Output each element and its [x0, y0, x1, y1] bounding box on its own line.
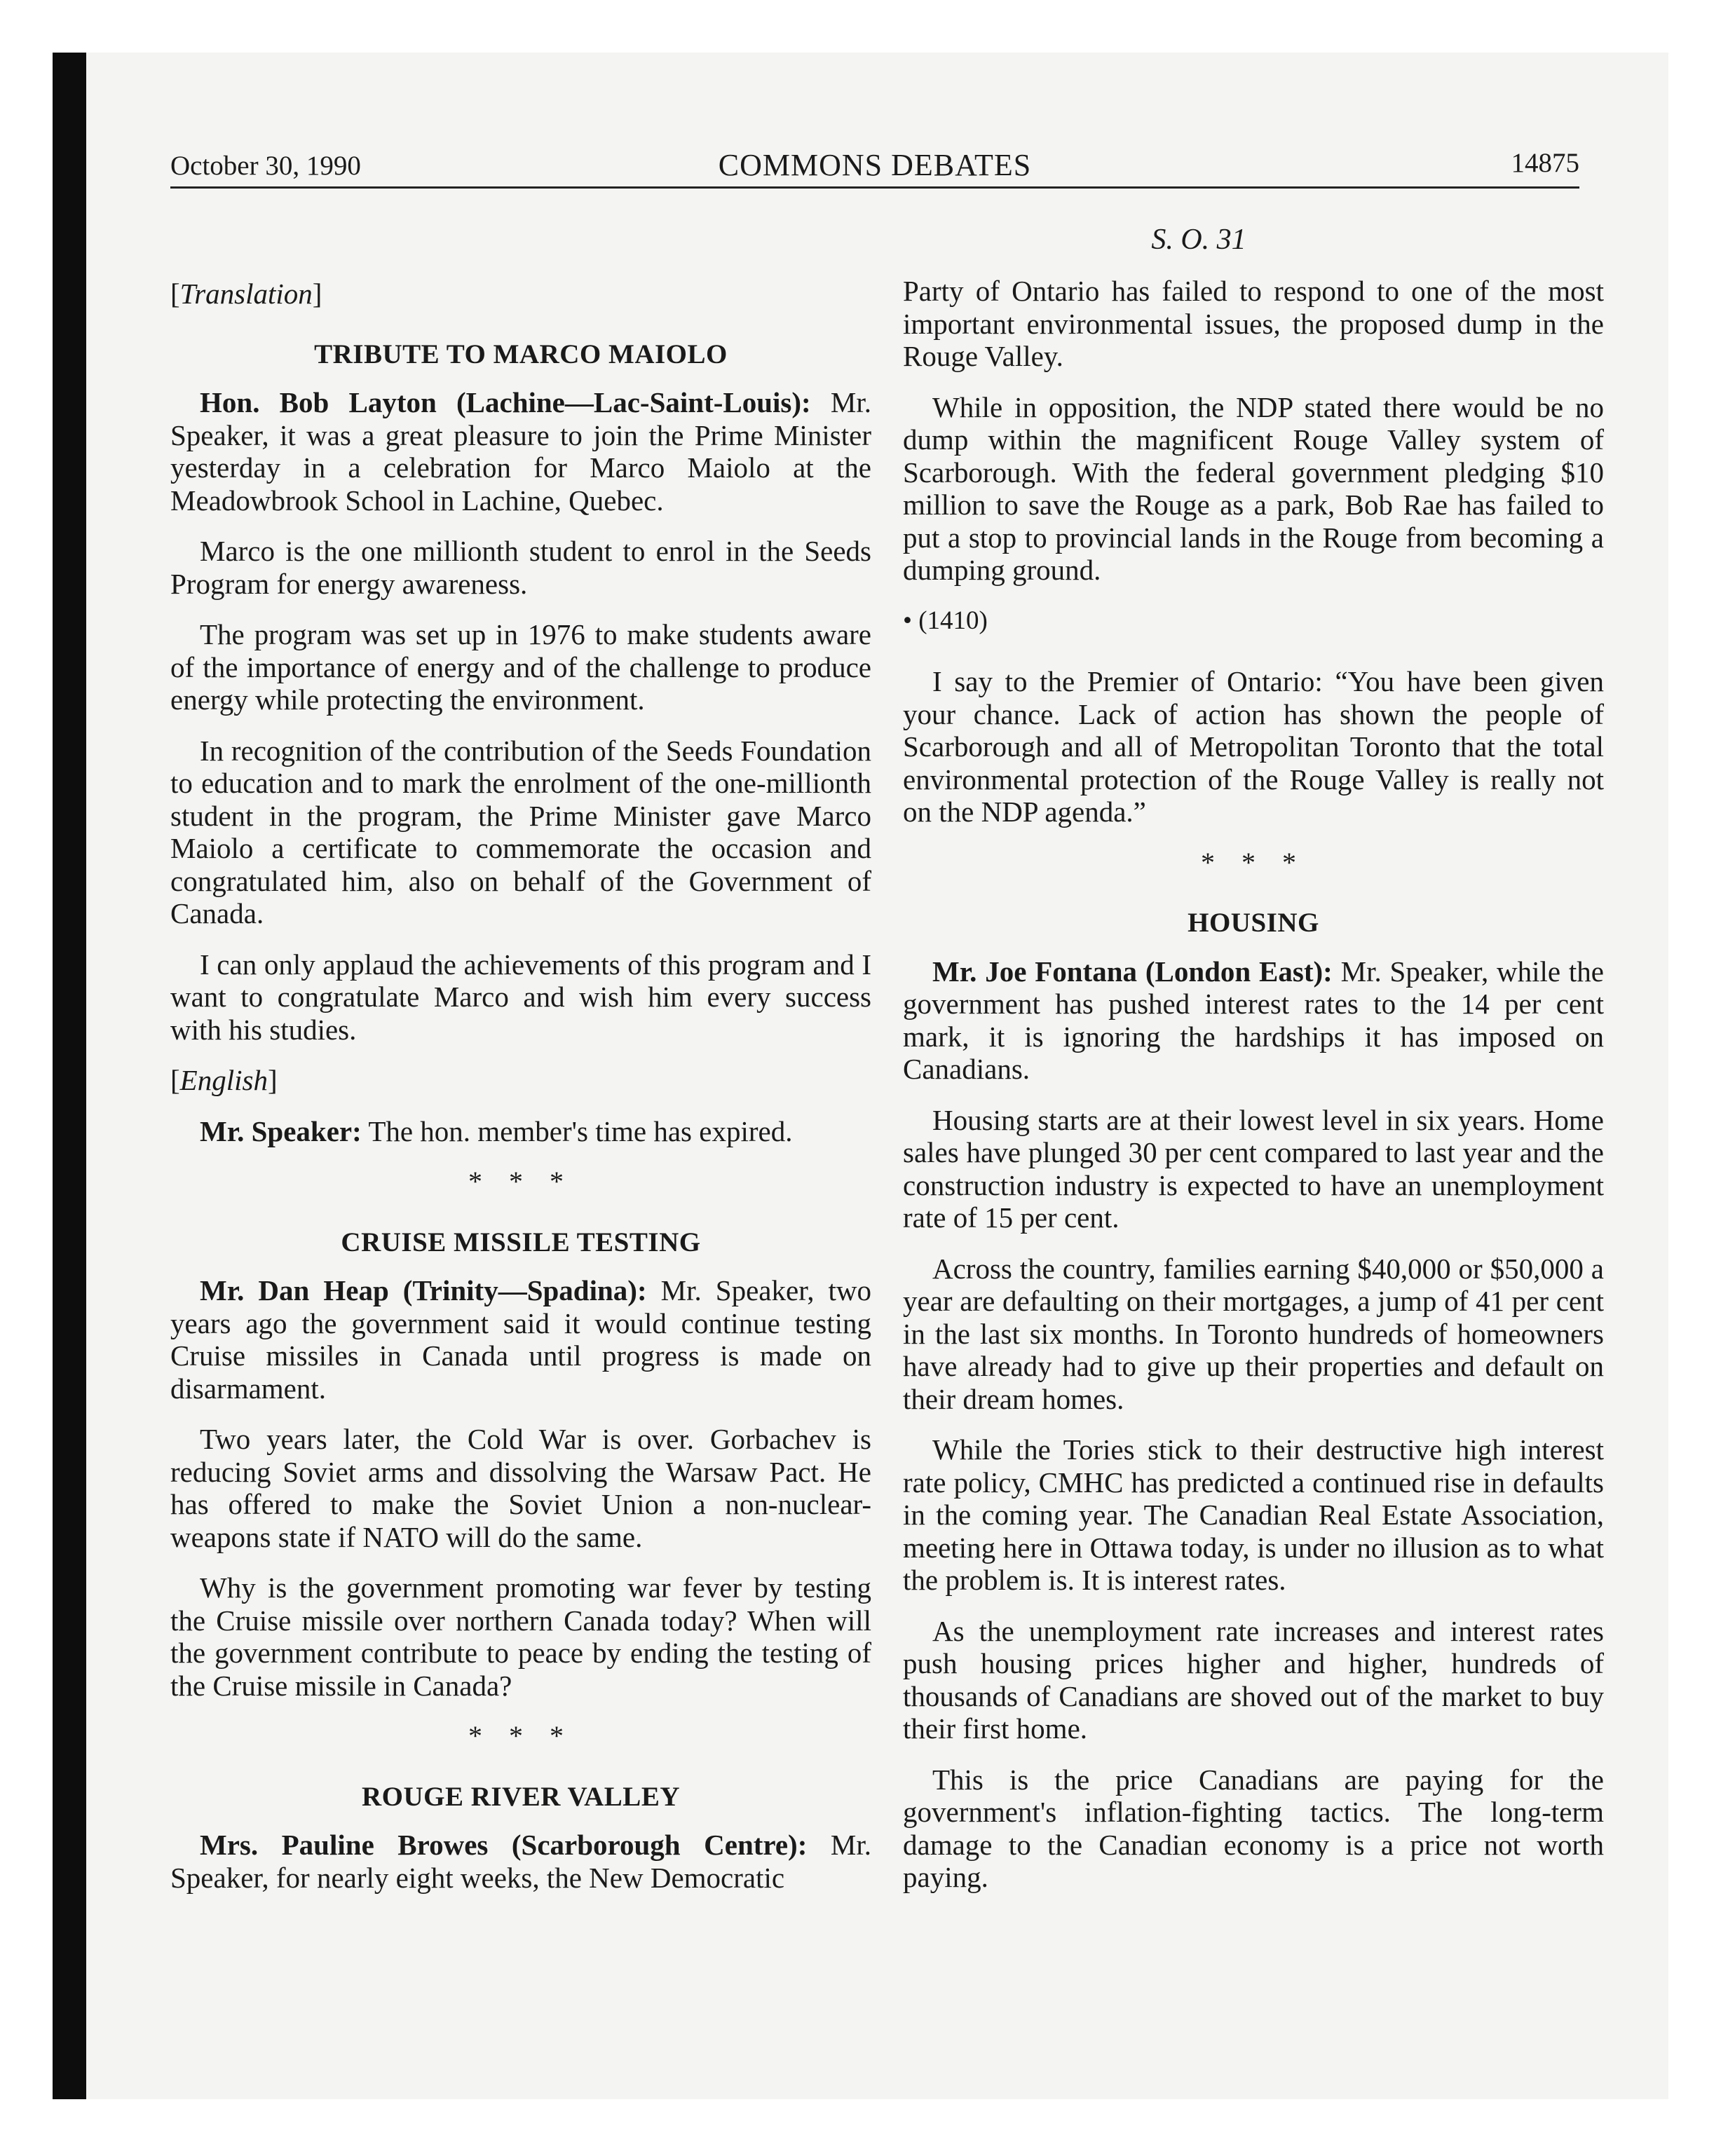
- section-separator-3: * * *: [1201, 846, 1306, 878]
- section-separator-1: * * *: [468, 1166, 573, 1197]
- english-tag-text: English: [179, 1064, 268, 1096]
- english-tag: [English]: [170, 1064, 278, 1096]
- section-label: S. O. 31: [1151, 224, 1246, 256]
- translation-tag: [Translation]: [170, 278, 322, 310]
- tribute-p1-text: Mr. Speaker, it was a great pleasure to join the Prime Minister yesterday in a celebration for Marco Maiolo at the Meadowbrook School in Lachine, Quebec.: [170, 386, 871, 517]
- cruise-speaker: Mr. Dan Heap (Trinity—Spadina):: [200, 1274, 647, 1306]
- rouge-heading: ROUGE RIVER VALLEY: [362, 1781, 680, 1812]
- rouge-speaker: Mrs. Pauline Browes (Scarborough Centre):: [200, 1829, 808, 1861]
- tribute-heading: TRIBUTE TO MARCO MAIOLO: [314, 339, 728, 369]
- time-marker: • (1410): [903, 606, 988, 635]
- cruise-paragraph-3: Why is the government promoting war fever by testing the Cruise missile over northern Canada today? When will the government contribute to peace by ending the testing of the Cruise missile in Canada?: [170, 1571, 871, 1702]
- header-date: October 30, 1990: [170, 151, 361, 181]
- housing-p1-text: Mr. Speaker, while the government has pushed interest rates to the 14 per cent mark, it is ignoring the hardships it has imposed on Canadians.: [903, 955, 1604, 1085]
- rouge-paragraph-1: [170, 1829, 871, 1894]
- tribute-paragraph-2: Marco is the one millionth student to enrol in the Seeds Program for energy awareness.: [170, 535, 871, 600]
- right-column: [903, 275, 1604, 1912]
- left-column: [170, 275, 871, 1912]
- ruling-text: The hon. member's time has expired.: [368, 1114, 793, 1147]
- housing-paragraph-2: Housing starts are at their lowest level in six years. Home sales have plunged 30 per cent compared to last year and the construction industry is expected to have an unemployment rate of 15 per cent.: [903, 1103, 1604, 1234]
- housing-heading: HOUSING: [1188, 908, 1319, 938]
- rouge-continued-paragraph-2: While in opposition, the NDP stated there would be no dump within the magnificent Rouge Valley system of Scarborough. With the federal government pledging $10 million to save the Rouge as a park, Bob Rae has failed to put a stop to provincial lands in the Rouge from becoming a dumping ground.: [903, 390, 1604, 586]
- tribute-speaker: Hon. Bob Layton (Lachine—Lac-Saint-Louis):: [200, 386, 811, 418]
- section-separator-2: * * *: [468, 1720, 573, 1752]
- tribute-paragraph-5: I can only applaud the achievements of this program and I want to congratulate Marco and wish him every success with his studies.: [170, 948, 871, 1046]
- housing-paragraph-3: Across the country, families earning $40,000 or $50,000 a year are defaulting on their mortgages, a jump of 41 per cent in the last six months. In Toronto hundreds of homeowners have already had to give up their properties and default on their dream homes.: [903, 1252, 1604, 1415]
- tribute-paragraph-3: The program was set up in 1976 to make students aware of the importance of energy and of the challenge to produce energy while protecting the environment.: [170, 618, 871, 716]
- rouge-continued-paragraph-3: I say to the Premier of Ontario: “You have been given your chance. Lack of action has shown the people of Scarborough and all of Metropolitan Toronto that the total environmental protection of the Rouge Valley is really not on the NDP agenda.”: [903, 665, 1604, 828]
- housing-speaker: Mr. Joe Fontana (London East):: [932, 955, 1333, 988]
- tribute-paragraph-1: [170, 386, 871, 517]
- header-page-number: 14875: [1511, 148, 1579, 178]
- cruise-paragraph-2: Two years later, the Cold War is over. Gorbachev is reducing Soviet arms and dissolving the Warsaw Pact. He has offered to make the Soviet Union a non-nuclear-weapons state if NATO will do the same.: [170, 1423, 871, 1553]
- housing-paragraph-4: While the Tories stick to their destructive high interest rate policy, CMHC has predicted a continued rise in defaults in the coming year. The Canadian Real Estate Association, meeting here in Ottawa today, is under no illusion as to what the problem is. It is interest rates.: [903, 1433, 1604, 1596]
- translation-tag-text: Translation: [179, 278, 313, 310]
- running-head: [170, 143, 1579, 185]
- tribute-paragraph-4: In recognition of the contribution of the Seeds Foundation to education and to mark the enrolment of the one-millionth student in the program, the Prime Minister gave Marco Maiolo a certificate to commemorate the occasion and congratulated him, also on behalf of the Government of Canada.: [170, 734, 871, 929]
- speaker-ruling: [170, 1115, 871, 1148]
- header-title: COMMONS DEBATES: [718, 148, 1032, 182]
- cruise-heading: CRUISE MISSILE TESTING: [341, 1227, 701, 1257]
- scan-binding-edge: [53, 53, 86, 2099]
- rouge-continued-paragraph-1: Party of Ontario has failed to respond to one of the most important environmental issues, the proposed dump in the Rouge Valley.: [903, 275, 1604, 372]
- cruise-p1-text: Mr. Speaker, two years ago the government said it would continue testing Cruise missiles in Canada until progress is made on disarmament.: [170, 1274, 871, 1405]
- header-rule: [170, 186, 1579, 189]
- housing-paragraph-6: This is the price Canadians are paying for the government's inflation-fighting tactics. The long-term damage to the Canadian economy is a price not worth paying.: [903, 1763, 1604, 1893]
- housing-paragraph-1: [903, 955, 1604, 1086]
- housing-paragraph-5: As the unemployment rate increases and interest rates push housing prices higher and higher, hundreds of thousands of Canadians are shoved out of the market to buy their first home.: [903, 1614, 1604, 1745]
- rouge-p1-text: Mr. Speaker, for nearly eight weeks, the New Democratic: [170, 1829, 871, 1894]
- cruise-paragraph-1: [170, 1274, 871, 1405]
- ruling-speaker: Mr. Speaker:: [200, 1114, 362, 1147]
